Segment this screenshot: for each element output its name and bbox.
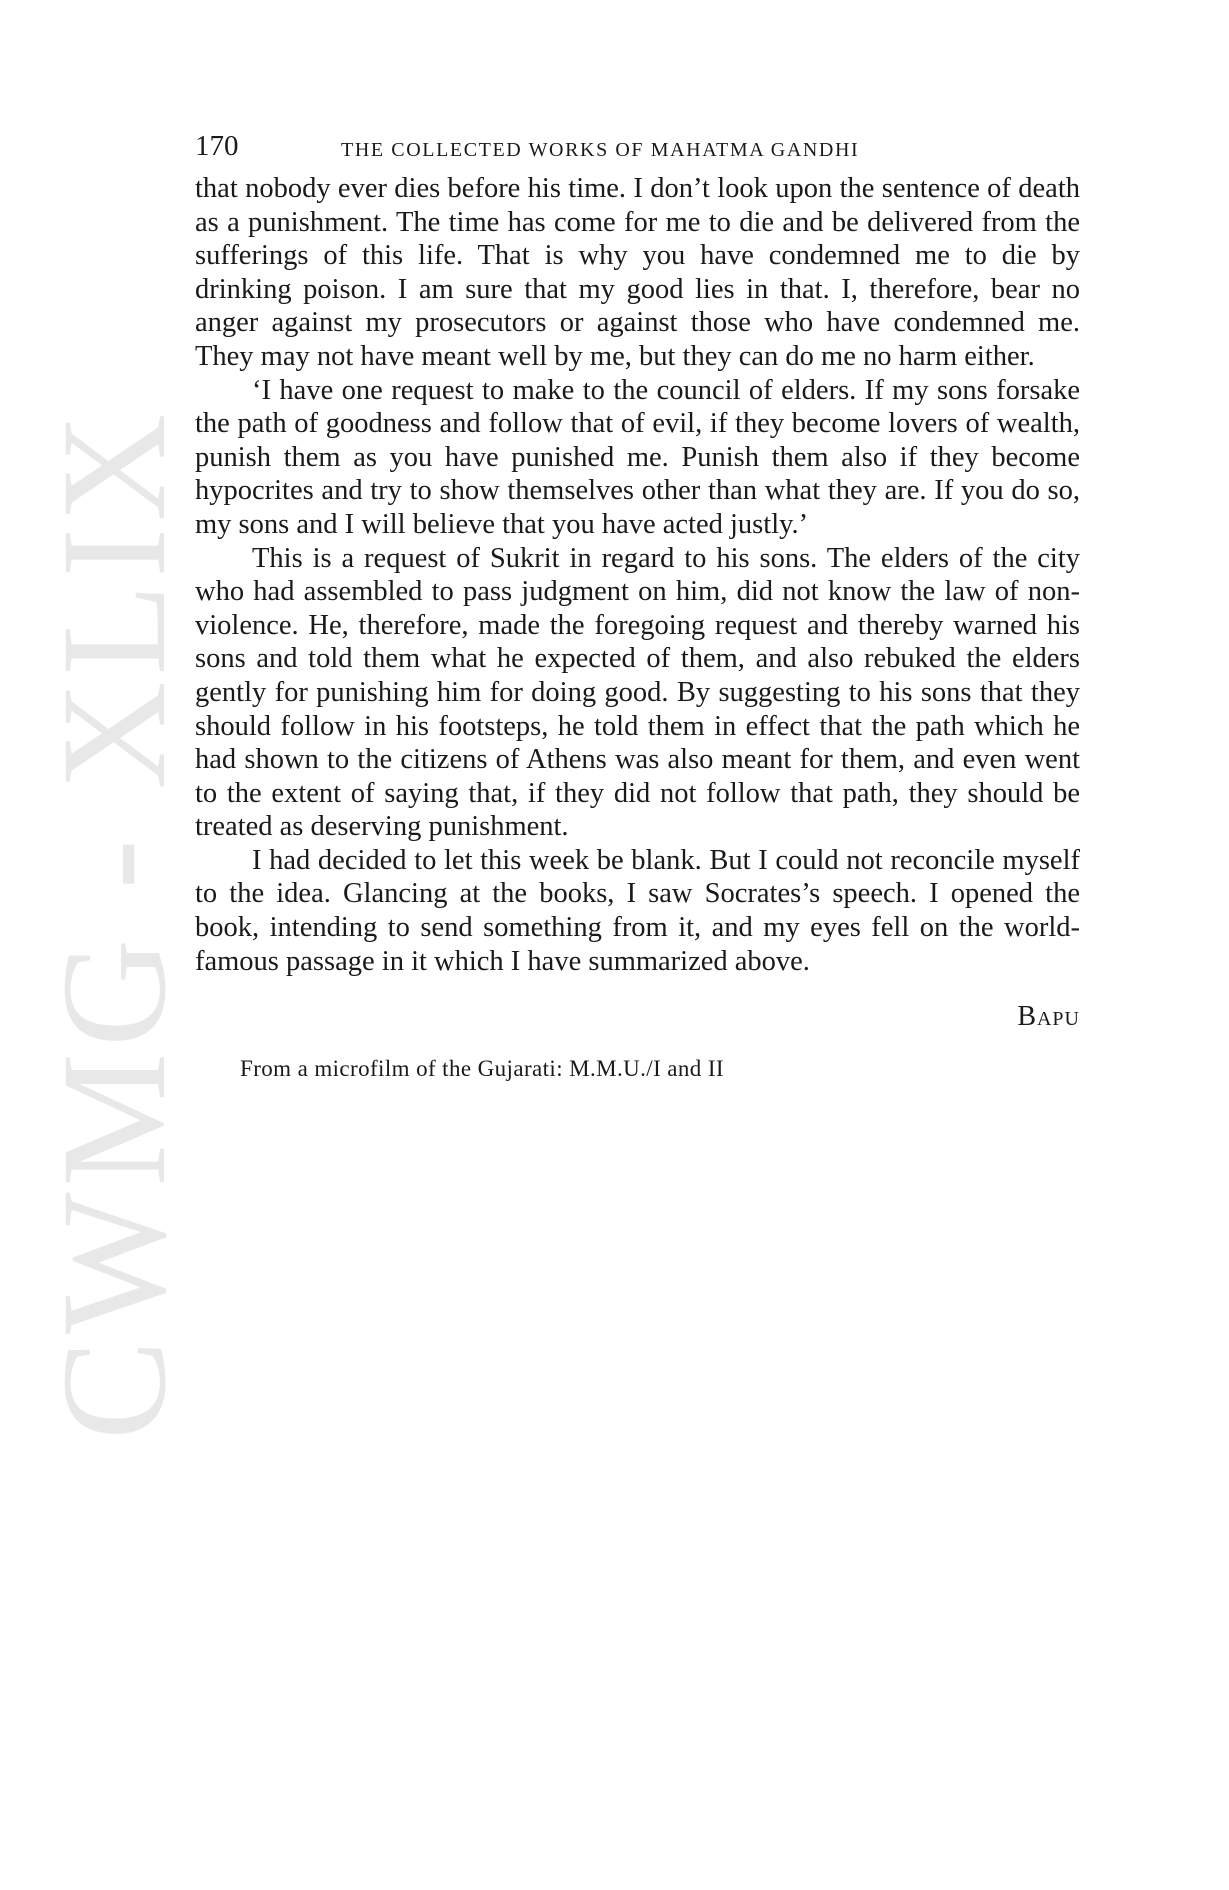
body-text xyxy=(195,172,1080,978)
paragraph: I had decided to let this week be blank. But I could not reconcile myself to the idea. Glancing at the books, I saw Socrates’s speech. I opened the book, intending to send something from it, and my eyes fell on the world-famous passage in it which I have summarized above. xyxy=(195,844,1080,977)
document-page xyxy=(195,128,1080,1084)
page-number: 170 xyxy=(195,130,239,162)
running-head xyxy=(195,128,1080,168)
watermark: CWMG - XLIX xyxy=(31,407,197,1440)
signature: Bapu xyxy=(1017,1001,1080,1033)
source-note: From a microfilm of the Gujarati: M.M.U./I and II xyxy=(240,1056,724,1082)
running-title: THE COLLECTED WORKS OF MAHATMA GANDHI xyxy=(341,139,860,161)
paragraph: that nobody ever dies before his time. I don’t look upon the sentence of death as a punishment. The time has come for me to die and be delivered from the sufferings of this life. That is why you have condemned me to die by drinking poison. I am sure that my good lies in that. I, therefore, bear no anger against my prosecutors or against those who have condemned me. They may not have meant well by me, but they can do me no harm either. xyxy=(195,173,1080,372)
paragraph: ‘I have one request to make to the council of elders. If my sons forsake the path of goodness and follow that of evil, if they become lovers of wealth, punish them as you have punished me. Punish them also if they become hypocrites and try to show themselves other than what they are. If you do so, my sons and I will believe that you have acted justly.’ xyxy=(195,374,1080,540)
paragraph: This is a request of Sukrit in regard to his sons. The elders of the city who had assembled to pass judgment on him, did not know the law of non-violence. He, therefore, made the foregoing request and thereby warned his sons and told them what he expected of them, and also rebuked the elders gently for punishing him for doing good. By suggesting to his sons that they should follow in his footsteps, he told them in effect that the path which he had shown to the citizens of Athens was also meant for them, and even went to the extent of saying that, if they did not follow that path, they should be treated as deserving punishment. xyxy=(195,542,1080,843)
